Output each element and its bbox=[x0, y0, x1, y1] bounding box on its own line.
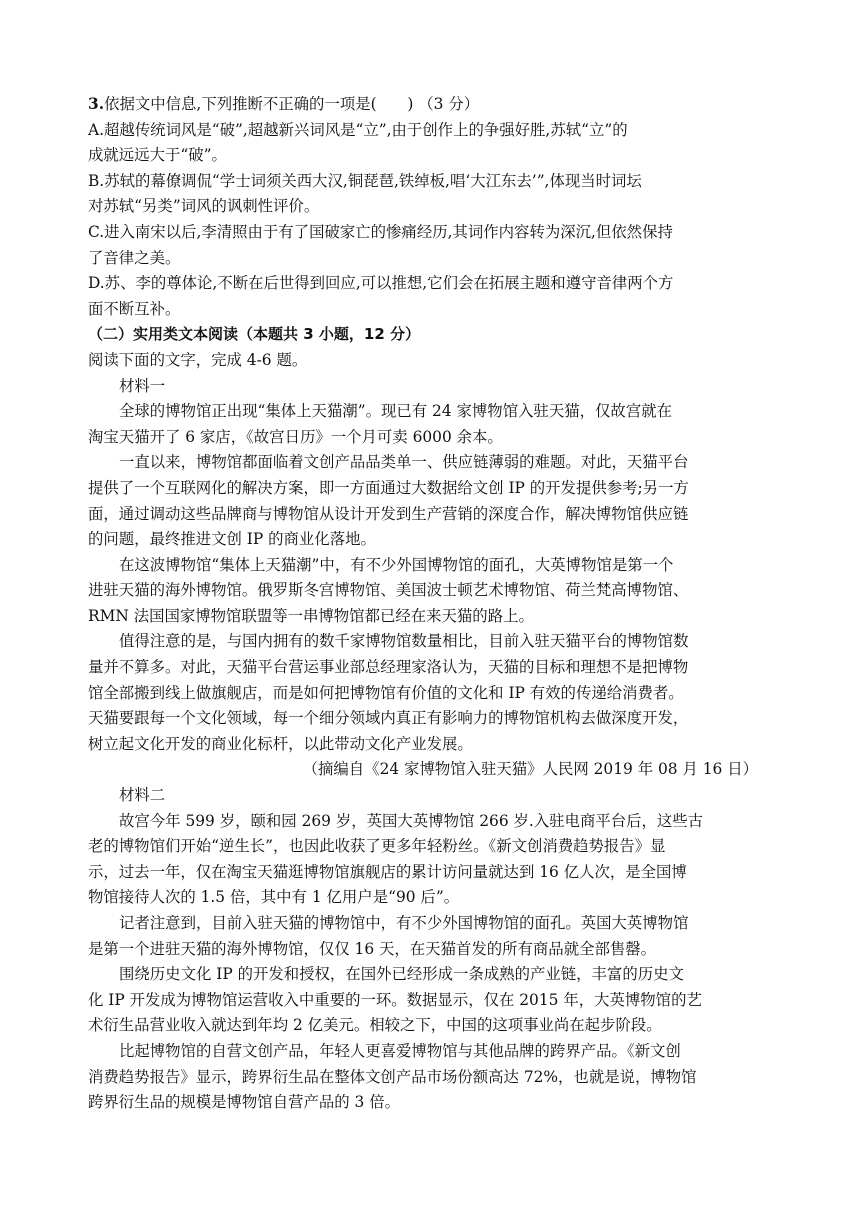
material-1 bbox=[88, 374, 770, 784]
m2-paragraph-4-line-2: 消费趋势报告》显示，跨界衍生品在整体文创产品市场份额高达 72%，也就是说，博物馆 bbox=[88, 1067, 697, 1086]
option-c-line-1: C.进入南宋以后,李清照由于有了国破家亡的惨痛经历,其词作内容转为深沉,但依然保持 bbox=[88, 222, 673, 241]
m2-paragraph-1-line-1: 故宫今年 599 岁，颐和园 269 岁，英国大英博物馆 266 岁.入驻电商平台后，这些古 bbox=[119, 811, 704, 830]
m1-paragraph-2-line-2: 提供了一个互联网化的解决方案，即一方面通过大数据给文创 IP 的开发提供参考;另一方 bbox=[88, 478, 689, 497]
m2-paragraph-4-line-3: 跨界衍生品的规模是博物馆自营产品的 3 倍。 bbox=[88, 1093, 400, 1112]
section-2 bbox=[88, 322, 770, 373]
m2-paragraph-2-line-1: 记者注意到，目前入驻天猫的博物馆中，有不少外国博物馆的面孔。英国大英博物馆 bbox=[119, 914, 689, 932]
m1-paragraph-3-line-1: 在这波博物馆“集体上天猫潮”中，有不少外国博物馆的面孔，大英博物馆是第一个 bbox=[119, 555, 674, 574]
m1-paragraph-3-line-2: 进驻天猫的海外博物馆。俄罗斯冬宫博物馆、美国波士顿艺术博物馆、荷兰梵高博物馆、 bbox=[88, 581, 689, 600]
m1-paragraph-1-line-2: 淘宝天猫开了 6 家店，《故宫日历》一个月可卖 6000 余本。 bbox=[88, 427, 503, 446]
m2-paragraph-1-line-2: 老的博物馆们开始“逆生长”，也因此收获了更多年轻粉丝。《新文创消费趋势报告》显 bbox=[88, 837, 666, 856]
material-2 bbox=[88, 783, 770, 1116]
option-b-line-1: B.苏轼的幕僚调侃“学士词须关西大汉,铜琵琶,铁绰板,唱‘大江东去’”,体现当时词坛 bbox=[88, 171, 642, 190]
option-d-line-1: D.苏、李的尊体论,不断在后世得到回应,可以推想,它们会在拓展主题和遵守音律两个方 bbox=[88, 274, 674, 293]
option-a-line-1: A.超越传统词风是“破”,超越新兴词风是“立”,由于创作上的争强好胜,苏轼“立”的 bbox=[88, 120, 628, 139]
m2-paragraph-4-line-1: 比起博物馆的自营文创产品，年轻人更喜爱博物馆与其他品牌的跨界产品。《新文创 bbox=[119, 1041, 681, 1060]
m1-paragraph-4-line-4: 天猫要跟每一个文化领域，每一个细分领域内真正有影响力的博物馆机构去做深度开发， bbox=[88, 709, 689, 728]
section-heading: （二）实用类文本阅读（本题共 3 小题，12 分） bbox=[88, 325, 420, 344]
m2-paragraph-2-line-2: 是第一个进驻天猫的海外博物馆，仅仅 16 天，在天猫首发的所有商品就全部售罄。 bbox=[88, 939, 657, 958]
option-c-line-2: 了音律之美。 bbox=[88, 248, 181, 267]
question-number: 3. bbox=[88, 95, 105, 113]
m2-paragraph-3-line-1: 围绕历史文化 IP 的开发和授权，在国外已经形成一条成熟的产业链，丰富的历史文 bbox=[119, 965, 684, 984]
document-page bbox=[88, 92, 770, 1116]
section-instruction: 阅读下面的文字，完成 4-6 题。 bbox=[88, 350, 308, 369]
m2-paragraph-1-line-3: 示，过去一年，仅在淘宝天猫逛博物馆旗舰店的累计访问量就达到 16 亿人次，是全国博 bbox=[88, 862, 687, 881]
m2-paragraph-1-line-4: 物馆接待人次的 1.5 倍，其中有 1 亿用户是“90 后”。 bbox=[88, 888, 460, 907]
question-3 bbox=[88, 92, 770, 322]
option-b-line-2: 对苏轼“另类”词风的讽刺性评价。 bbox=[88, 197, 320, 216]
option-a-line-2: 成就远远大于“破”。 bbox=[88, 146, 227, 165]
material-1-source: （摘编自《24 家博物馆入驻天猫》人民网 2019 年 08 月 16 日） bbox=[302, 760, 758, 779]
m1-paragraph-1-line-1: 全球的博物馆正出现“集体上天猫潮”。现已有 24 家博物馆入驻天猫，仅故宫就在 bbox=[119, 402, 672, 421]
m2-paragraph-3-line-2: 化 IP 开发成为博物馆运营收入中重要的一环。数据显示，仅在 2015 年，大英博物馆的艺 bbox=[88, 990, 702, 1009]
m1-paragraph-3-line-3: RMN 法国国家博物馆联盟等一串博物馆都已经在来天猫的路上。 bbox=[88, 606, 534, 625]
m2-paragraph-3-line-3: 术衍生品营业收入就达到年均 2 亿美元。相较之下，中国的这项事业尚在起步阶段。 bbox=[88, 1016, 662, 1035]
m1-paragraph-4-line-5: 树立起文化开发的商业化标杆，以此带动文化产业发展。 bbox=[88, 734, 473, 753]
option-d-line-2: 面不断互补。 bbox=[88, 299, 181, 318]
m1-paragraph-2-line-1: 一直以来，博物馆都面临着文创产品品类单一、供应链薄弱的难题。对此，天猫平台 bbox=[119, 453, 689, 472]
question-stem-text: 依据文中信息,下列推断不正确的一项是( ) （3 分） bbox=[104, 95, 480, 113]
material-2-label: 材料二 bbox=[119, 786, 166, 805]
m1-paragraph-2-line-3: 面，通过调动这些品牌商与博物馆从设计开发到生产营销的深度合作，解决博物馆供应链 bbox=[88, 504, 689, 523]
m1-paragraph-4-line-1: 值得注意的是，与国内拥有的数千家博物馆数量相比，目前入驻天猫平台的博物馆数 bbox=[119, 632, 689, 651]
m1-paragraph-4-line-3: 馆全部搬到线上做旗舰店，而是如何把博物馆有价值的文化和 IP 有效的传递给消费者。 bbox=[88, 683, 684, 702]
material-1-label: 材料一 bbox=[119, 376, 166, 395]
m1-paragraph-2-line-4: 的问题，最终推进文创 IP 的商业化落地。 bbox=[88, 530, 376, 549]
m1-paragraph-4-line-2: 量并不算多。对此，天猫平台营运事业部总经理家洛认为，天猫的目标和理想不是把博物 bbox=[88, 658, 689, 677]
question-3-stem bbox=[88, 92, 770, 118]
